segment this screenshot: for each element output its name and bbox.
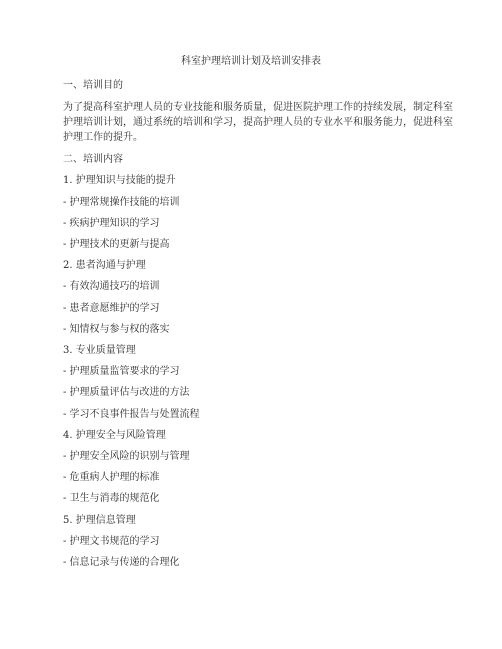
item-point: - 卫生与消毒的规范化 (63, 493, 160, 504)
item-heading-4: 4. 护理安全与风险管理 (63, 430, 166, 441)
document-title: 科室护理培训计划及培训安排表 (181, 56, 321, 67)
item-point: - 信息记录与传递的合理化 (63, 557, 180, 568)
section-heading-purpose: 一、培训目的 (63, 80, 123, 91)
paragraph-line: 护理培训计划，通过系统的培训和学习，提高护理人员的专业水平和服务能力，促进科室 (63, 117, 453, 128)
item-point: - 护理安全风险的识别与管理 (63, 451, 190, 462)
item-point: - 护理质量监管要求的学习 (63, 366, 180, 377)
item-point: - 危重病人护理的标准 (63, 472, 160, 483)
item-point: - 护理质量评估与改进的方法 (63, 387, 190, 398)
item-point: - 患者意愿维护的学习 (63, 303, 160, 314)
item-heading-2: 2. 患者沟通与护理 (63, 260, 146, 271)
item-heading-1: 1. 护理知识与技能的提升 (63, 175, 176, 186)
item-point: - 护理常规操作技能的培训 (63, 197, 180, 208)
item-point: - 有效沟通技巧的培训 (63, 281, 160, 292)
section-heading-content: 二、培训内容 (63, 154, 123, 165)
paragraph-line: 为了提高科室护理人员的专业技能和服务质量，促进医院护理工作的持续发展，制定科室 (63, 102, 453, 113)
paragraph-line: 护理工作的提升。 (63, 132, 143, 143)
purpose-paragraph (63, 100, 453, 145)
item-point: - 疾病护理知识的学习 (63, 218, 160, 229)
item-point: - 知情权与参与权的落实 (63, 324, 170, 335)
item-point: - 护理文书规范的学习 (63, 536, 160, 547)
item-point: - 护理技术的更新与提高 (63, 239, 170, 250)
item-heading-3: 3. 专业质量管理 (63, 345, 136, 356)
item-heading-5: 5. 护理信息管理 (63, 515, 136, 526)
item-point: - 学习不良事件报告与处置流程 (63, 409, 200, 420)
